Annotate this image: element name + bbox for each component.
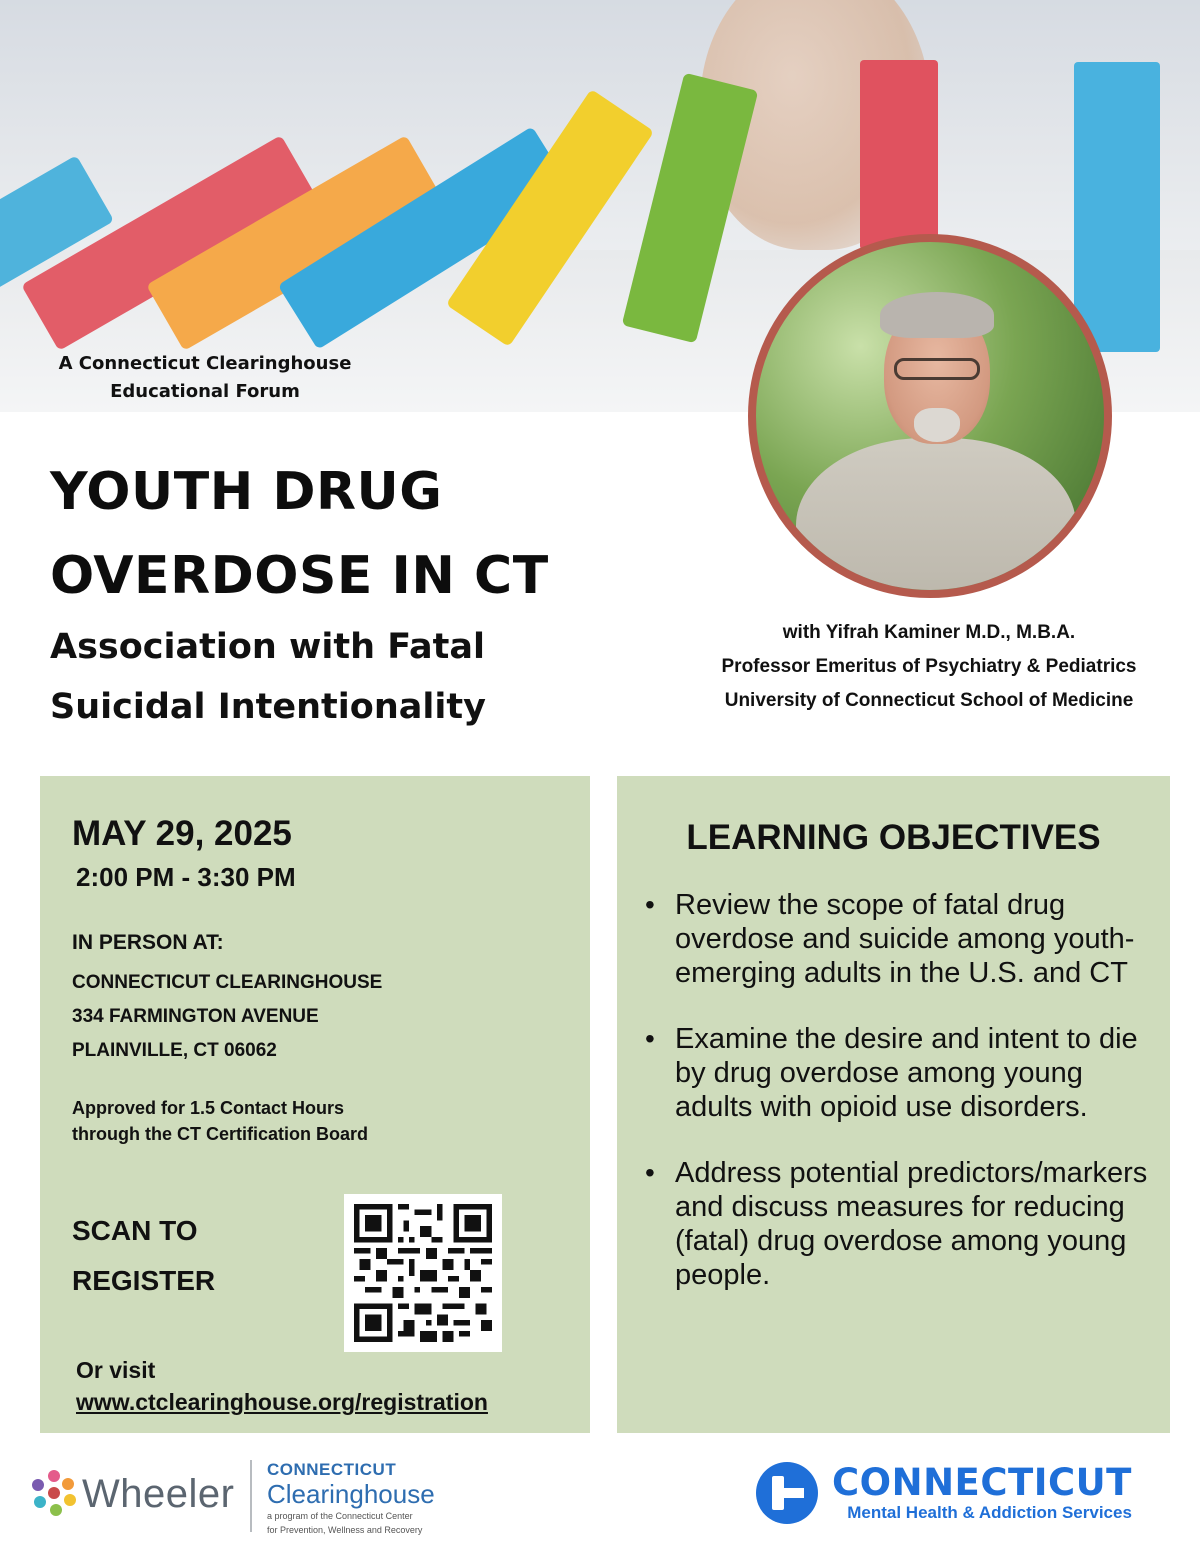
speaker-institution: University of Connecticut School of Medicine (724, 690, 1134, 711)
approved-line: Approved for 1.5 Contact Hours (72, 1098, 345, 1118)
block-red-standing (860, 60, 938, 250)
wheeler-logo (30, 1470, 234, 1518)
objectives-list (643, 888, 1153, 1324)
wheeler-mark-icon (30, 1470, 78, 1518)
forum-line: A Connecticut Clearinghouse (58, 353, 352, 374)
block-blue-standing (1074, 62, 1160, 352)
contact-hours-note (72, 1095, 368, 1147)
page-subtitle (50, 617, 486, 737)
address-line: CONNECTICUT CLEARINGHOUSE (72, 972, 383, 993)
clearinghouse-tagline: for Prevention, Wellness and Recovery (267, 1525, 423, 1535)
location-label: IN PERSON AT: (72, 931, 224, 954)
list-item: • Address potential predictors/markers and discuss measures for reducing (fatal) drug overdose among young people. (643, 1156, 1153, 1292)
event-time: 2:00 PM - 3:30 PM (76, 862, 296, 892)
forum-label (40, 350, 370, 406)
event-date: MAY 29, 2025 (72, 814, 292, 853)
visit-label: Or visit (76, 1357, 156, 1383)
speaker-role: Professor Emeritus of Psychiatry & Pediatrics (721, 656, 1137, 677)
portrait-glasses (894, 358, 980, 380)
logo-divider (250, 1460, 252, 1532)
subtitle-line: Association with Fatal (50, 627, 486, 667)
title-line: YOUTH DRUG (50, 462, 443, 522)
wheeler-wordmark: Wheeler (82, 1471, 235, 1516)
portrait-beard (914, 408, 960, 442)
clearinghouse-top: CONNECTICUT (267, 1460, 397, 1479)
clearinghouse-logo (267, 1460, 435, 1536)
address-line: 334 FARMINGTON AVENUE (72, 1006, 319, 1027)
qr-code-icon (354, 1204, 492, 1342)
portrait-hair (880, 292, 994, 338)
registration-link[interactable]: www.ctclearinghouse.org/registration (76, 1389, 488, 1415)
list-item: • Examine the desire and intent to die by drug overdose among young adults with opioid use disorders. (643, 1022, 1153, 1124)
clearinghouse-name: Clearinghouse (267, 1479, 435, 1509)
event-address (72, 966, 382, 1068)
ct-logo-icon (756, 1462, 818, 1524)
learning-objectives-panel (617, 776, 1170, 1433)
event-details-panel (40, 776, 590, 1433)
qr-code[interactable] (344, 1194, 502, 1352)
objectives-title: LEARNING OBJECTIVES (686, 818, 1101, 857)
portrait-shirt (796, 438, 1076, 598)
registration-visit (76, 1354, 488, 1418)
address-line: PLAINVILLE, CT 06062 (72, 1040, 277, 1061)
speaker-portrait (748, 234, 1112, 598)
scan-to-register (72, 1206, 215, 1306)
dmhas-logo (756, 1462, 1132, 1524)
speaker-info (676, 616, 1182, 718)
forum-line: Educational Forum (110, 381, 300, 402)
subtitle-line: Suicidal Intentionality (50, 687, 486, 727)
scan-line: SCAN TO (72, 1215, 198, 1246)
clearinghouse-tagline: a program of the Connecticut Center (267, 1511, 413, 1521)
approved-line: through the CT Certification Board (72, 1124, 368, 1144)
dmhas-subtitle: Mental Health & Addiction Services (847, 1503, 1132, 1522)
dmhas-name: CONNECTICUT (832, 1461, 1132, 1504)
speaker-name: with Yifrah Kaminer M.D., M.B.A. (782, 622, 1076, 643)
page-title (50, 450, 549, 618)
title-line: OVERDOSE IN CT (50, 546, 549, 606)
list-item: • Review the scope of fatal drug overdose and suicide among youth-emerging adults in the U.S. and CT (643, 888, 1153, 990)
scan-line: REGISTER (72, 1265, 216, 1296)
